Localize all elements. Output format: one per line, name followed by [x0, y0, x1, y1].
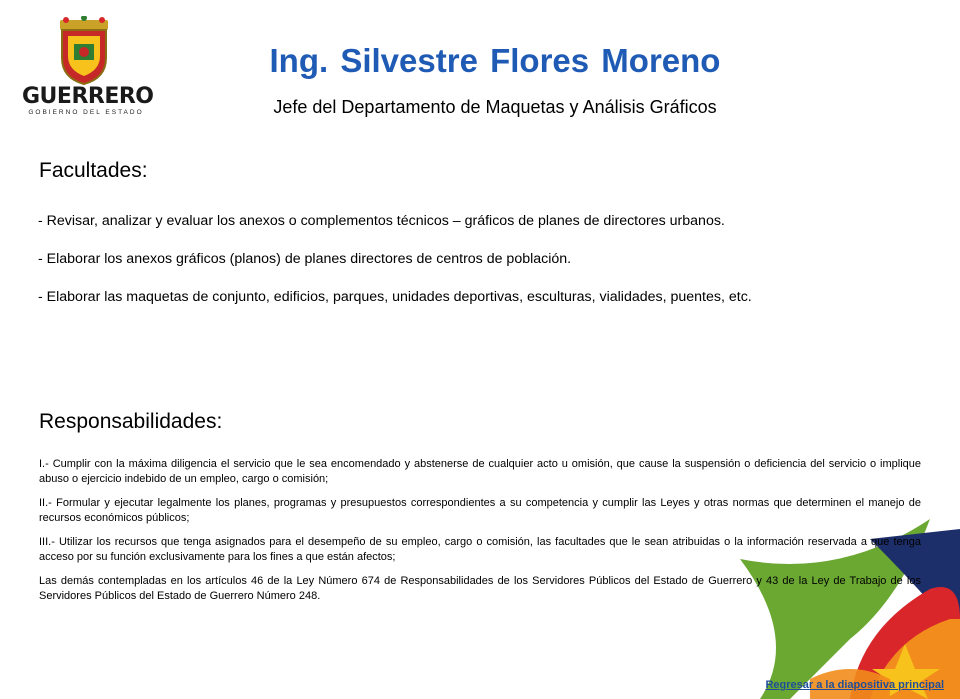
responsabilidad-item: Las demás contempladas en los artículos 46 de la Ley Número 674 de Responsabilidades de los Servidores Públicos del Estado de Guerrero y 43 de la Ley de Trabajo de los Servidores Públicos del Estado de Guerrero Número 248. — [39, 575, 921, 602]
logo-subtitle: GOBIERNO DEL ESTADO — [28, 109, 144, 116]
facultad-item: - Elaborar los anexos gráficos (planos) de planes directores de centros de población. — [38, 251, 572, 267]
responsabilidad-item: II.- Formular y ejecutar legalmente los planes, programas y presupuestos correspondientes a su competencia y cumplir las Leyes y otras normas que determinen el manejo de recursos económicos públicos; — [39, 497, 921, 524]
page-subtitle: Jefe del Departamento de Maquetas y Análisis Gráficos — [273, 97, 717, 117]
facultades-heading: Facultades: — [39, 159, 148, 182]
facultades-list — [38, 213, 938, 327]
responsabilidad-item: I.- Cumplir con la máxima diligencia el servicio que le sea encomendado y abstenerse de cualquier acto u omisión, que cause la suspensión o deficiencia del servicio o implique abuso o ejercicio indebido de un empleo, cargo o comisión; — [39, 458, 921, 485]
back-to-main-slide-link[interactable]: Regresar a la diapositiva principal — [765, 679, 944, 691]
responsabilidades-list — [39, 457, 921, 613]
responsabilidad-item: III.- Utilizar los recursos que tenga asignados para el desempeño de su empleo, cargo o comisión, las facultades que le sean atribuidas o la información reservada a que tenga acceso por su función exclusivamente para los fines a que están afectos; — [39, 536, 921, 563]
logo-name: GUERRERO — [22, 84, 154, 109]
facultad-item: - Elaborar las maquetas de conjunto, edificios, parques, unidades deportivas, esculturas, vialidades, puentes, etc. — [38, 289, 752, 305]
facultad-item: - Revisar, analizar y evaluar los anexos o complementos técnicos – gráficos de planes de directores urbanos. — [38, 213, 725, 229]
responsabilidades-heading: Responsabilidades: — [39, 410, 223, 433]
page-title: Ing. Silvestre Flores Moreno — [269, 42, 721, 79]
